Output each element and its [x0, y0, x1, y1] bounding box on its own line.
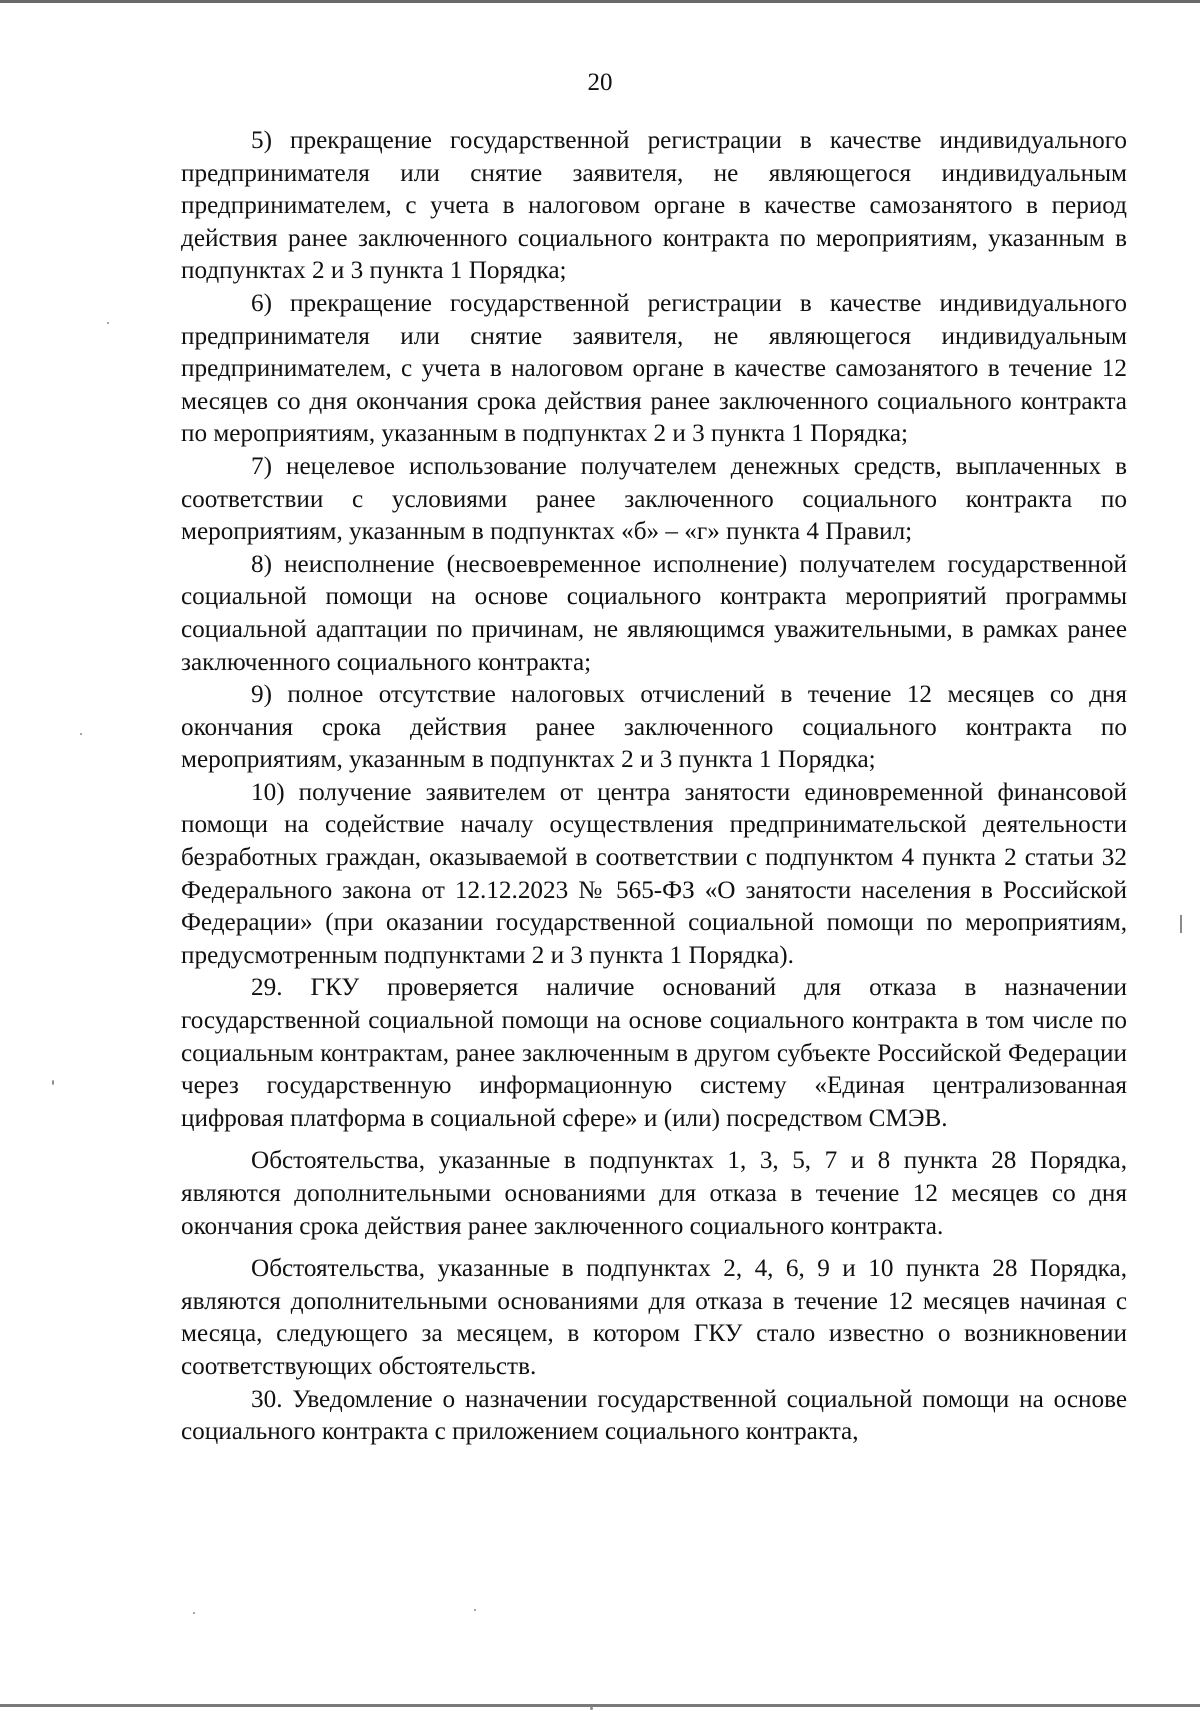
- paragraph-circumstances-1: Обстоятельства, указанные в подпунктах 1, 3, 5, 7 и 8 пункта 28 Порядка, являются дополнительными основаниями для отказа в течение 12 месяцев со дня окончания срока действия ранее заключенного социального контракта.: [181, 1147, 1127, 1240]
- paragraph-item-7: 7) нецелевое использование получателем денежных средств, выплаченных в соответствии с условиями ранее заключенного социального контракта по мероприятиям, указанным в подпунктах «б» – «г» пункта 4 Правил;: [181, 452, 1127, 546]
- scan-edge-top: [0, 0, 1200, 3]
- scan-speck: [590, 1707, 593, 1710]
- paragraph-item-8: 8) неисполнение (несвоевременное исполнение) получателем государственной социальной помощи на основе социального контракта мероприятий программы социальной адаптации по причинам, не являющимся уважительными, в рамках ранее заключенного социального контракта;: [181, 550, 1127, 676]
- document-body: [181, 125, 1127, 1449]
- scan-speck: [107, 322, 109, 324]
- scan-speck: [80, 733, 82, 735]
- paragraph-item-5: 5) прекращение государственной регистрации в качестве индивидуального предпринимателя или снятие заявителя, не являющегося индивидуальным предпринимателем, с учета в налоговом органе в качестве самозанятого в период действия ранее заключенного социального контракта по мероприятиям, указанным в подпунктах 2 и 3 пункта 1 Порядка;: [181, 127, 1127, 285]
- scan-speck: [193, 1612, 195, 1614]
- page-number: 20: [587, 69, 613, 96]
- paragraph-item-9: 9) полное отсутствие налоговых отчислений в течение 12 месяцев со дня окончания срока действия ранее заключенного социального контракта по мероприятиям, указанным в подпунктах 2 и 3 пункта 1 Порядка;: [181, 681, 1127, 774]
- paragraph-clause-30: 30. Уведомление о назначении государственной социальной помощи на основе социального контракта с приложением социального контракта,: [181, 1385, 1127, 1446]
- paragraph-item-10: 10) получение заявителем от центра занятости единовременной финансовой помощи на содействие началу осуществления предпринимательской деятельности безработных граждан, оказываемой в соответствии с подпунктом 4 пункта 2 статьи 32 Федерального закона от 12.12.2023 № 565-ФЗ «О занятости населения в Российской Федерации» (при оказании государственной социальной помощи по мероприятиям, предусмотренным подпунктами 2 и 3 пункта 1 Порядка).: [181, 778, 1127, 969]
- scan-edge-bottom: [0, 1704, 1200, 1707]
- scan-speck: [474, 1609, 476, 1611]
- scan-speck: [52, 1080, 54, 1085]
- paragraph-circumstances-2: Обстоятельства, указанные в подпунктах 2, 4, 6, 9 и 10 пункта 28 Порядка, являются дополнительными основаниями для отказа в течение 12 месяцев начиная с месяца, следующего за месяцем, в котором ГКУ стало известно о возникновении соответствующих обстоятельств.: [181, 1255, 1127, 1380]
- paragraph-clause-29: 29. ГКУ проверяется наличие оснований для отказа в назначении государственной социальной помощи на основе социального контракта в том числе по социальным контрактам, ранее заключенным в другом субъекте Российской Федерации через государственную информационную систему «Единая централизованная цифровая платформа в социальной сфере» и (или) посредством СМЭВ.: [181, 974, 1127, 1132]
- scan-speck: [1180, 915, 1182, 933]
- paragraph-item-6: 6) прекращение государственной регистрации в качестве индивидуального предпринимателя или снятие заявителя, не являющегося индивидуальным предпринимателем, с учета в налоговом органе в качестве самозанятого в течение 12 месяцев со дня окончания срока действия ранее заключенного социального контракта по мероприятиям, указанным в подпунктах 2 и 3 пункта 1 Порядка;: [181, 289, 1127, 448]
